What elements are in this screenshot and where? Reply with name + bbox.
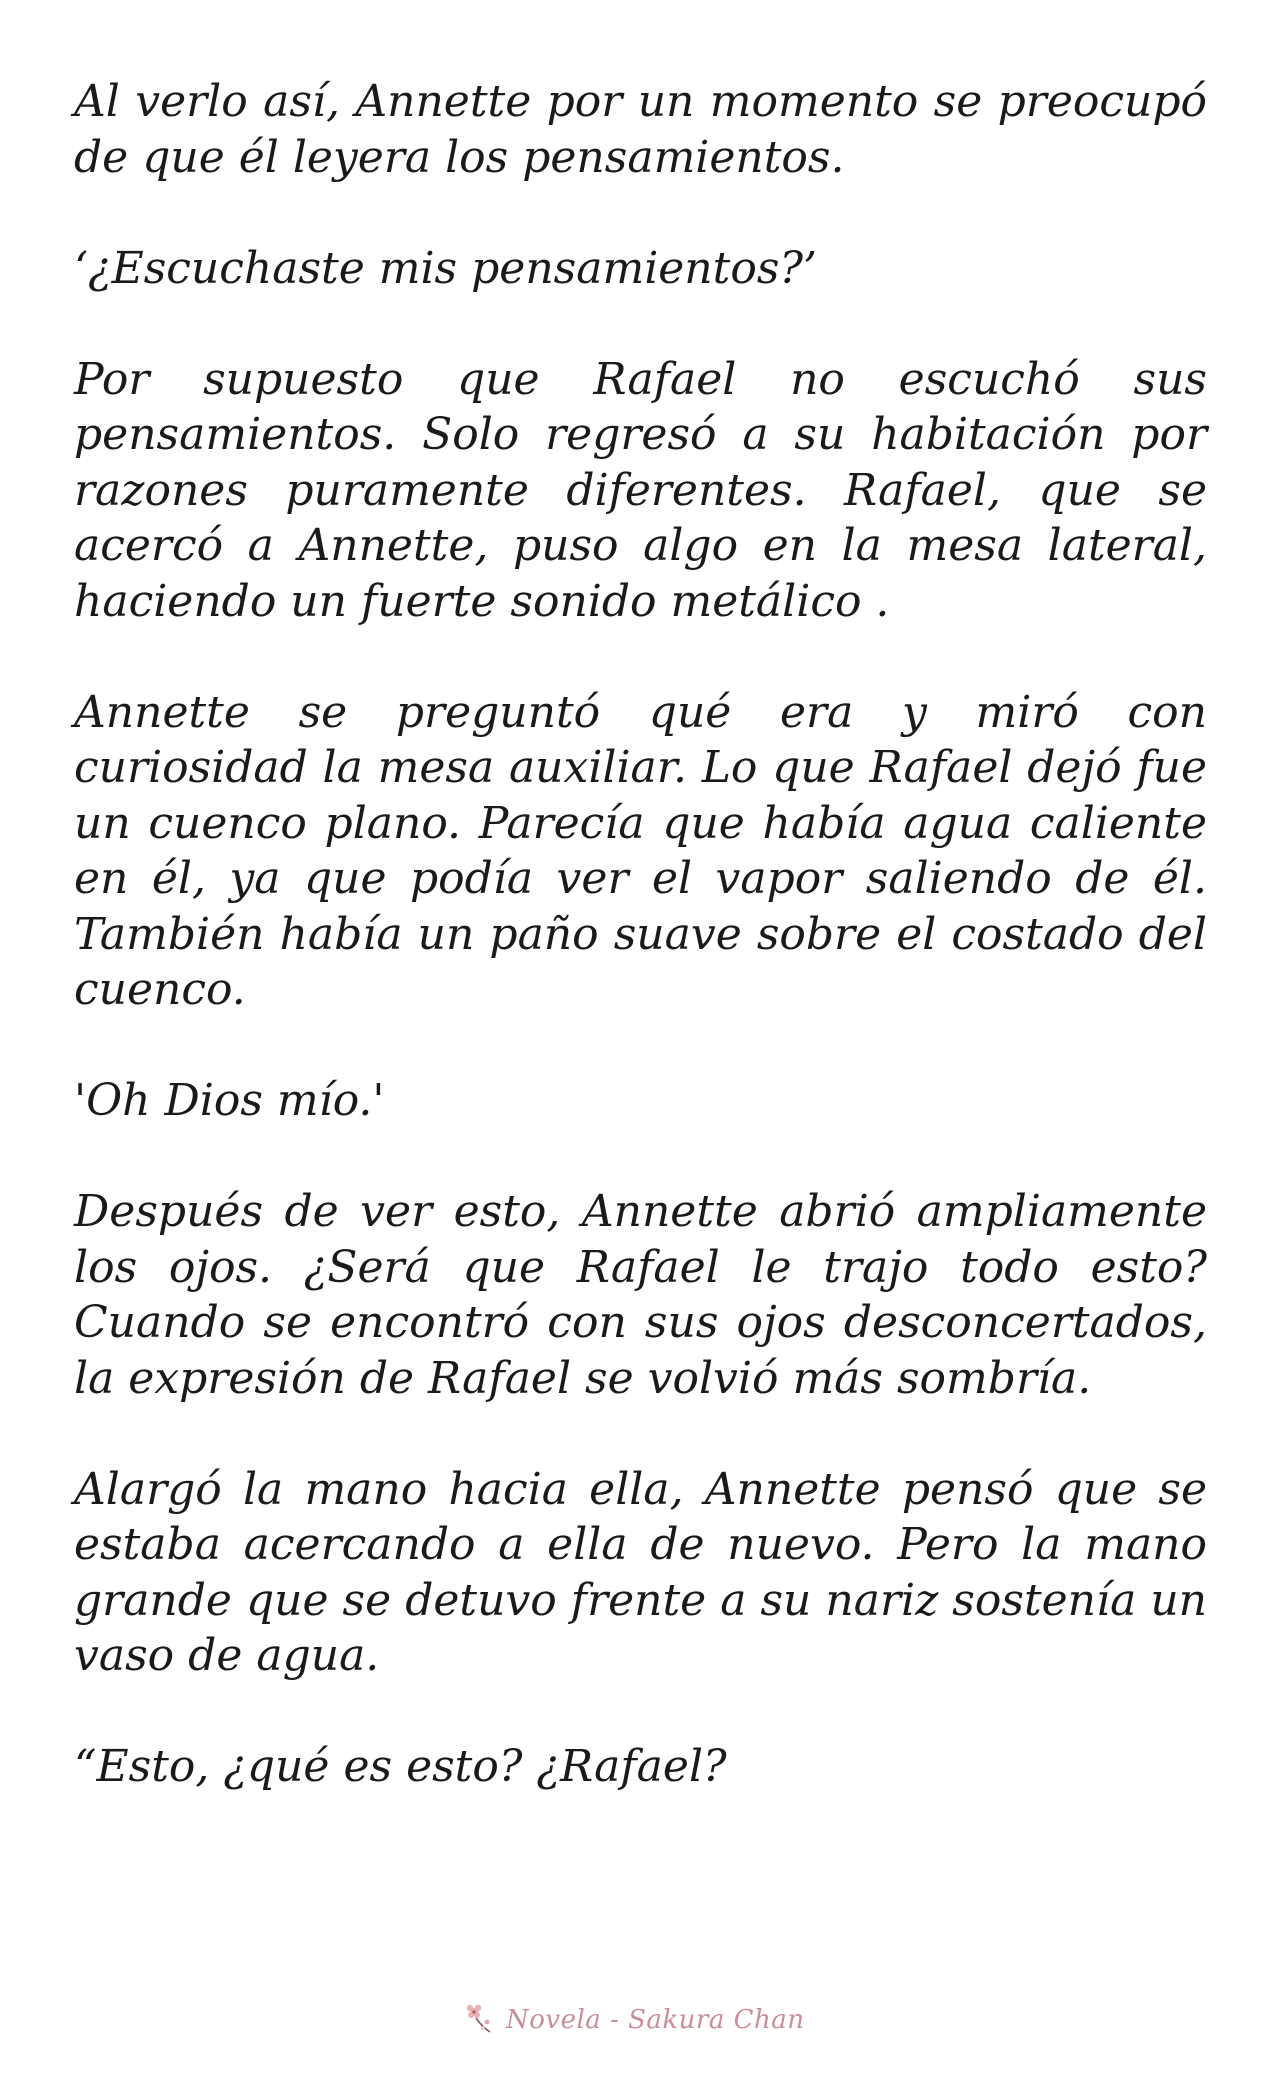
paragraph-8-dialogue: “Esto, ¿qué es esto? ¿Rafael? [74,1741,727,1792]
paragraph-1: Al verlo así, Annette por un momento se preocupó de que él leyera los pensamientos. [74,76,1207,183]
paragraph-7: Alargó la mano hacia ella, Annette pensó que se estaba acercando a ella de nuevo. Pero la mano grande que se detuvo frente a su nariz sostenía un vaso de agua. [74,1463,1207,1681]
cherry-blossom-icon [462,2002,498,2038]
paragraph-2-thought: ‘¿Escuchaste mis pensamientos?’ [74,242,817,294]
paragraph-6: Después de ver esto, Annette abrió ampliamente los ojos. ¿Será que Rafael le trajo todo esto? Cuando se encontró con sus ojos desconcertados, la expresión de Rafael se volvió más sombría. [74,1186,1207,1404]
paragraph-3: Por supuesto que Rafael no escuchó sus pensamientos. Solo regresó a su habitación por razones puramente diferentes. Rafael, que se acercó a Annette, puso algo en la mesa lateral, haciendo un fuerte sonido metálico . [74,353,1207,627]
watermark-text: Novela - Sakura Chan [506,2005,805,2035]
paragraph-4: Annette se preguntó qué era y miró con curiosidad la mesa auxiliar. Lo que Rafael dejó fue un cuenco plano. Parecía que había agua caliente en él, ya que podía ver el vapor saliendo de él. También había un paño suave sobre el costado del cuenco. [74,686,1207,1015]
watermark [462,1992,842,2048]
document-body [74,74,1207,1850]
paragraph-5-thought: 'Oh Dios mío.' [74,1075,385,1126]
